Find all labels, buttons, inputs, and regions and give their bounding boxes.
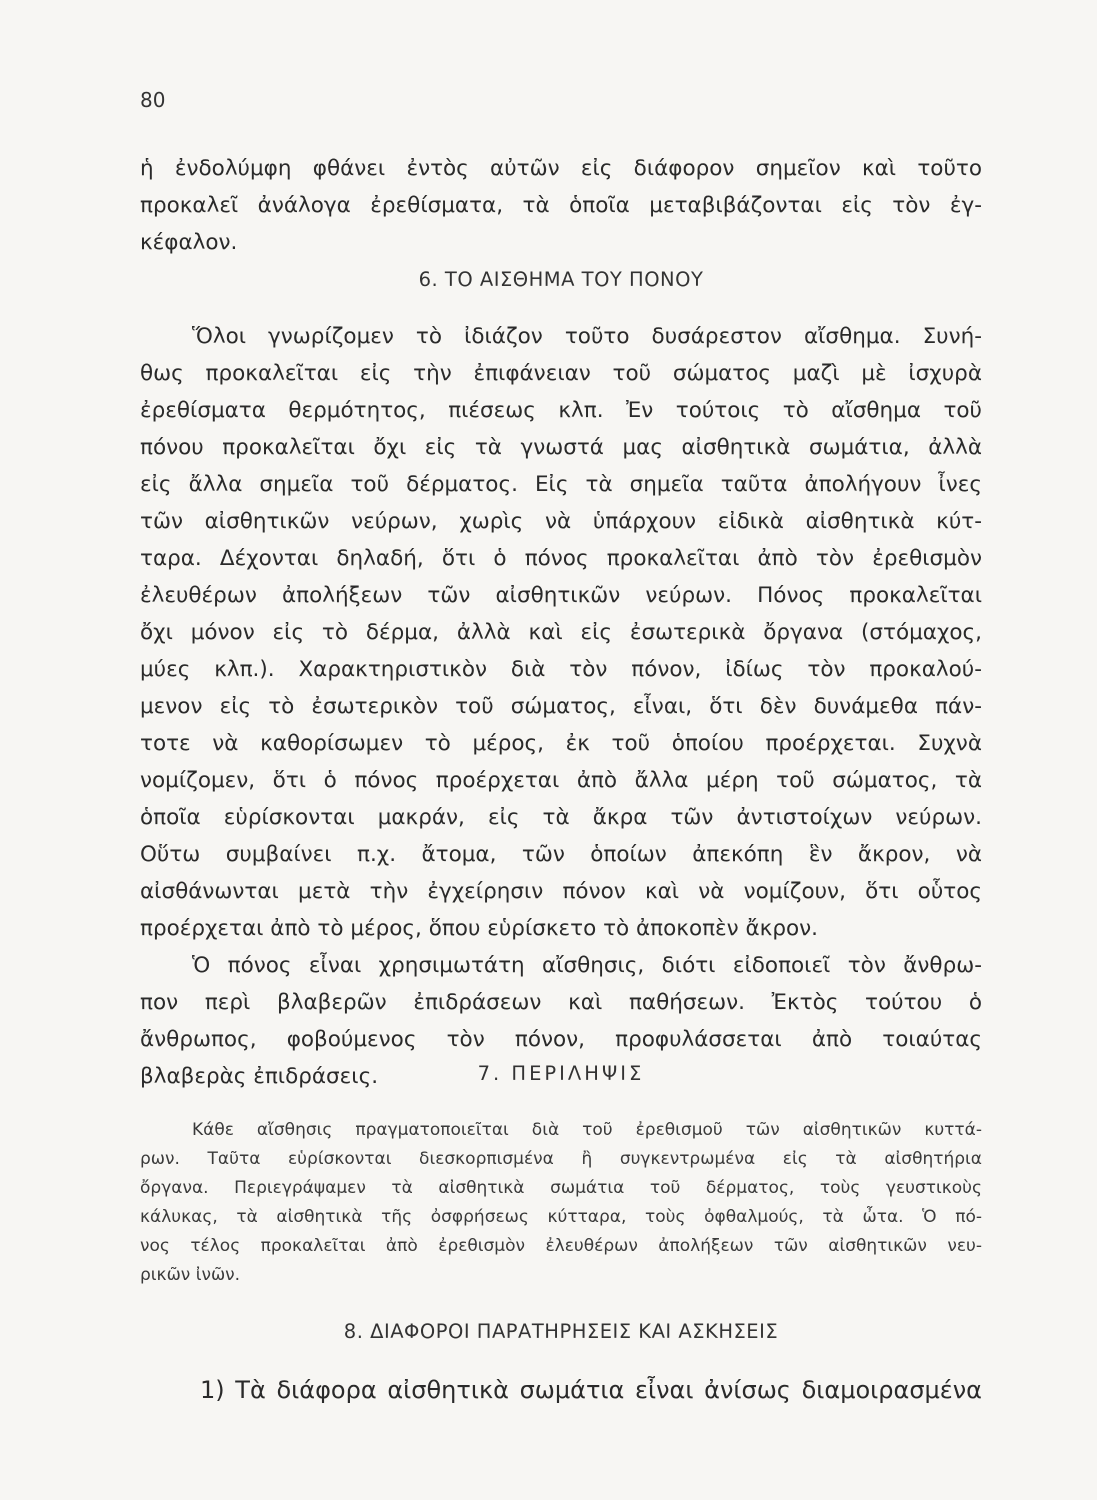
text-line: ἄνθρωπος, φοβούμενος τὸν πόνον, προφυλάσσεται ἀπὸ τοιαύτας: [140, 1027, 982, 1052]
text-line: ρικῶν ἰνῶν.: [140, 1265, 241, 1285]
section-heading: 6. ΤΟ ΑΙΣΘΗΜΑ ΤΟΥ ΠΟΝΟΥ: [418, 268, 704, 291]
intro-paragraph: [140, 150, 982, 261]
text-line: ἡ ἐνδολύμφη φθάνει ἐντὸς αὐτῶν εἰς διάφορον σημεῖον καὶ τοῦτο: [140, 156, 982, 181]
exercise-body: [200, 1370, 982, 1410]
section-heading: 8. ΔΙΑΦΟΡΟΙ ΠΑΡΑΤΗΡΗΣΕΙΣ ΚΑΙ ΑΣΚΗΣΕΙΣ: [343, 1320, 779, 1343]
text-line: Οὕτω συμβαίνει π.χ. ἄτομα, τῶν ὁποίων ἀπεκόπη ἓν ἄκρον, νὰ: [140, 842, 982, 867]
text-line: ἐρεθίσματα θερμότητος, πιέσεως κλπ. Ἐν τούτοις τὸ αἴσθημα τοῦ: [140, 398, 982, 423]
text-line: ὁποῖα εὑρίσκονται μακράν, εἰς τὰ ἄκρα τῶν ἀντιστοίχων νεύρων.: [140, 805, 982, 830]
text-line: προκαλεῖ ἀνάλογα ἐρεθίσματα, τὰ ὁποῖα μεταβιβάζονται εἰς τὸν ἐγ-: [140, 193, 982, 218]
text-line: ἐλευθέρων ἀπολήξεων τῶν αἰσθητικῶν νεύρων. Πόνος προκαλεῖται: [140, 583, 982, 608]
text-line: νομίζομεν, ὅτι ὁ πόνος προέρχεται ἀπὸ ἄλλα μέρη τοῦ σώματος, τὰ: [140, 768, 982, 793]
page-number: 80: [140, 88, 166, 112]
text-line: μύες κλπ.). Χαρακτηριστικὸν διὰ τὸν πόνον, ἰδίως τὸν προκαλού-: [140, 657, 982, 682]
text-line: ταρα. Δέχονται δηλαδή, ὅτι ὁ πόνος προκαλεῖται ἀπὸ τὸν ἐρεθισμὸν: [140, 546, 982, 571]
text-line: βλαβερὰς ἐπιδράσεις.: [140, 1064, 379, 1089]
text-line: θως προκαλεῖται εἰς τὴν ἐπιφάνειαν τοῦ σώματος μαζὶ μὲ ἰσχυρὰ: [140, 361, 982, 386]
section-heading: 7. ΠΕΡΙΛΗΨΙΣ: [477, 1062, 645, 1085]
text-line: πόνου προκαλεῖται ὄχι εἰς τὰ γνωστά μας αἰσθητικὰ σωμάτια, ἀλλὰ: [140, 435, 982, 460]
text-line: πον περὶ βλαβερῶν ἐπιδράσεων καὶ παθήσεων. Ἐκτὸς τούτου ὁ: [140, 990, 982, 1015]
text-line: νος τέλος προκαλεῖται ἀπὸ ἐρεθισμὸν ἐλευθέρων ἀπολήξεων τῶν αἰσθητικῶν νευ-: [140, 1236, 982, 1256]
text-line: τῶν αἰσθητικῶν νεύρων, χωρὶς νὰ ὑπάρχουν εἰδικὰ αἰσθητικὰ κύτ-: [140, 509, 982, 534]
text-line: Ὅλοι γνωρίζομεν τὸ ἰδιάζον τοῦτο δυσάρεστον αἴσθημα. Συνή-: [192, 324, 982, 349]
text-line: ὄχι μόνον εἰς τὸ δέρμα, ἀλλὰ καὶ εἰς ἐσωτερικὰ ὄργανα (στόμαχος,: [140, 620, 982, 645]
section6-body: [140, 318, 982, 1095]
text-line: 1) Τὰ διάφορα αἰσθητικὰ σωμάτια εἶναι ἀνίσως διαμοιρασμένα: [200, 1376, 982, 1404]
text-line: Κάθε αἴσθησις πραγματοποιεῖται διὰ τοῦ ἐρεθισμοῦ τῶν αἰσθητικῶν κυττά-: [192, 1120, 982, 1140]
text-line: Ὁ πόνος εἶναι χρησιμωτάτη αἴσθησις, διότι εἰδοποιεῖ τὸν ἄνθρω-: [192, 953, 982, 978]
text-line: προέρχεται ἀπὸ τὸ μέρος, ὅπου εὑρίσκετο τὸ ἀποκοπὲν ἄκρον.: [140, 916, 818, 941]
text-line: ρων. Ταῦτα εὑρίσκονται διεσκορπισμένα ἢ συγκεντρωμένα εἰς τὰ αἰσθητήρια: [140, 1149, 982, 1169]
text-line: κάλυκας, τὰ αἰσθητικὰ τῆς ὀσφρήσεως κύτταρα, τοὺς ὀφθαλμούς, τὰ ὦτα. Ὁ πό-: [140, 1207, 982, 1227]
text-line: τοτε νὰ καθορίσωμεν τὸ μέρος, ἐκ τοῦ ὁποίου προέρχεται. Συχνὰ: [140, 731, 982, 756]
summary-body: [140, 1116, 982, 1290]
text-line: αἰσθάνωνται μετὰ τὴν ἐγχείρησιν πόνον καὶ νὰ νομίζουν, ὅτι οὗτος: [140, 879, 982, 904]
text-line: μενον εἰς τὸ ἐσωτερικὸν τοῦ σώματος, εἶναι, ὅτι δὲν δυνάμεθα πάν-: [140, 694, 982, 719]
text-line: κέφαλον.: [140, 230, 238, 255]
text-line: εἰς ἄλλα σημεῖα τοῦ δέρματος. Εἰς τὰ σημεῖα ταῦτα ἀπολήγουν ἶνες: [140, 472, 982, 497]
text-line: ὄργανα. Περιεγράψαμεν τὰ αἰσθητικὰ σωμάτια τοῦ δέρματος, τοὺς γευστικοὺς: [140, 1178, 982, 1198]
